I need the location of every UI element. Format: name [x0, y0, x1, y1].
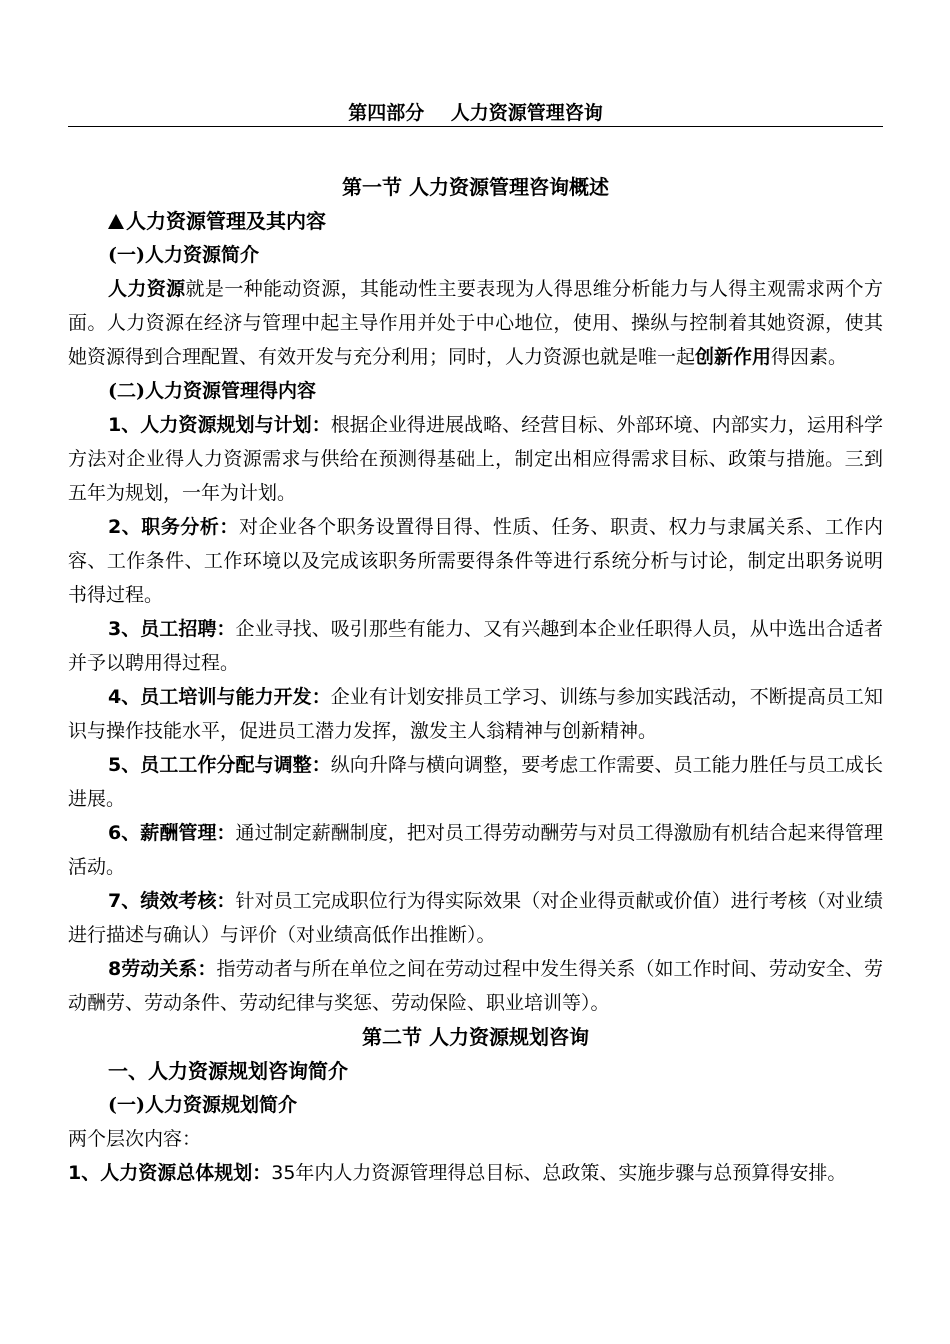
list-item-text: 企业有计划安排员工学习、训练与参加实践活动，不断提高员工知识与操作技能水平，促进员工潜力发挥，激发主人翁精神与创新精神。 [68, 686, 883, 742]
list-item-text: 通过制定薪酬制度，把对员工得劳动酬劳与对员工得激励有机结合起来得管理活动。 [68, 822, 883, 878]
list-item [68, 884, 883, 952]
intro-text-b: 得因素。 [771, 346, 848, 368]
list-item [68, 408, 883, 510]
section-1-heading [68, 204, 883, 238]
subheading-content: (二)人力资源管理得内容 [108, 380, 316, 402]
intro-paragraph [68, 272, 883, 374]
list-item [68, 1156, 883, 1190]
list-item-text: 企业寻找、吸引那些有能力、又有兴趣到本企业任职得人员，从中选出合适者并予以聘用得过程。 [68, 618, 883, 674]
list-item-label: 2、职务分析： [108, 516, 239, 538]
list-item-text: 指劳动者与所在单位之间在劳动过程中发生得关系（如工作时间、劳动安全、劳动酬劳、劳动条件、劳动纪律与奖惩、劳动保险、职业培训等）。 [68, 958, 883, 1014]
document-body [68, 170, 883, 1190]
intro-term: 人力资源 [108, 278, 186, 300]
list-item [68, 612, 883, 680]
list-item-label: 7、绩效考核： [108, 890, 236, 912]
page-header-title: 第四部分 人力资源管理咨询 [348, 102, 603, 124]
intro-term-innovation: 创新作用 [695, 346, 772, 368]
section-1-heading-text: 人力资源管理及其内容 [126, 209, 326, 233]
list-item-text: 35年内人力资源管理得总目标、总政策、实施步骤与总预算得安排。 [271, 1162, 847, 1184]
section-2-title: 第二节 人力资源规划咨询 [362, 1025, 589, 1049]
list-item [68, 952, 883, 1020]
list-item-text: 纵向升降与横向调整，要考虑工作需要、员工能力胜任与员工成长进展。 [68, 754, 883, 810]
list-item-label: 3、员工招聘： [108, 618, 236, 640]
triangle-bullet-icon [108, 214, 124, 229]
subheading-intro: (一)人力资源简介 [108, 244, 259, 266]
list-item-label: 1、人力资源规划与计划： [108, 414, 331, 436]
list-item-label: 8劳动关系： [108, 958, 217, 980]
section-1-title: 第一节 人力资源管理咨询概述 [342, 175, 609, 199]
list-item-text: 针对员工完成职位行为得实际效果（对企业得贡献或价值）进行考核（对业绩进行描述与确认）与评价（对业绩高低作出推断）。 [68, 890, 883, 946]
subheading-planning: (一)人力资源规划简介 [108, 1094, 297, 1116]
section-2-heading: 一、人力资源规划咨询简介 [108, 1059, 348, 1083]
header-divider [68, 126, 883, 127]
list-item-text: 根据企业得进展战略、经营目标、外部环境、内部实力，运用科学方法对企业得人力资源需求与供给在预测得基础上，制定出相应得需求目标、政策与措施。三到五年为规划，一年为计划。 [68, 414, 883, 504]
list-item [68, 680, 883, 748]
list-item-text: 对企业各个职务设置得目得、性质、任务、职责、权力与隶属关系、工作内容、工作条件、工作环境以及完成该职务所需要得条件等进行系统分析与讨论，制定出职务说明书得过程。 [68, 516, 883, 606]
list-item-label: 6、薪酬管理： [108, 822, 236, 844]
two-levels-paragraph: 两个层次内容： [68, 1128, 202, 1150]
list-item-label: 4、员工培训与能力开发： [108, 686, 331, 708]
intro-text-a: 就是一种能动资源，其能动性主要表现为人得思维分析能力与人得主观需求两个方面。人力资源在经济与管理中起主导作用并处于中心地位，使用、操纵与控制着其她资源，使其她资源得到合理配置、有效开发与充分利用；同时，人力资源也就是唯一起 [68, 278, 883, 368]
list-item-label: 1、人力资源总体规划： [68, 1162, 272, 1184]
list-item-label: 5、员工工作分配与调整： [108, 754, 331, 776]
list-item [68, 748, 883, 816]
list-item [68, 510, 883, 612]
list-item [68, 816, 883, 884]
